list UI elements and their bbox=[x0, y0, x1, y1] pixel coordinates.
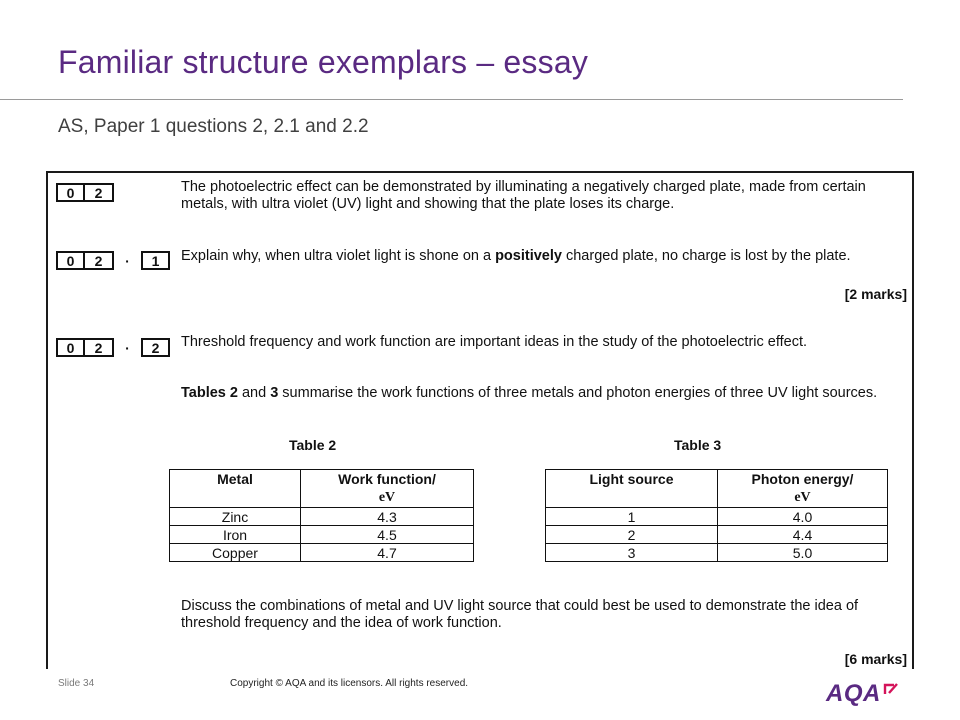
question-separator: · bbox=[125, 339, 130, 356]
table-header-cell: Light source bbox=[546, 470, 718, 508]
slide-number: Slide 34 bbox=[58, 678, 95, 689]
slide-title: Familiar structure exemplars – essay bbox=[58, 44, 589, 80]
table-3-caption: Table 3 bbox=[674, 437, 722, 453]
table-row bbox=[546, 508, 888, 526]
question-text-emphasis: Tables 2 bbox=[181, 385, 238, 401]
column-unit: eV bbox=[378, 490, 396, 505]
question-digit: 2 bbox=[85, 338, 114, 357]
table-cell: Zinc bbox=[170, 508, 301, 526]
table-header-cell bbox=[301, 470, 474, 508]
table-row bbox=[170, 508, 474, 526]
table-2-caption: Table 2 bbox=[289, 437, 337, 453]
table-cell: Copper bbox=[170, 544, 301, 562]
title-divider bbox=[0, 99, 903, 100]
question-number-02-2 bbox=[56, 338, 170, 357]
slide-subtitle: AS, Paper 1 questions 2, 2.1 and 2.2 bbox=[58, 116, 369, 137]
aqa-logo bbox=[826, 680, 899, 708]
question-number-02-1 bbox=[56, 251, 170, 270]
question-number-02 bbox=[56, 183, 114, 202]
question-02-1-text bbox=[181, 248, 911, 265]
table-cell: 4.7 bbox=[301, 544, 474, 562]
column-unit: eV bbox=[794, 490, 811, 505]
column-label: Work function/ bbox=[338, 471, 436, 487]
table-cell: 3 bbox=[546, 544, 718, 562]
question-text-part: charged plate, no charge is lost by the plate. bbox=[561, 248, 851, 264]
copyright-notice: Copyright © AQA and its licensors. All rights reserved. bbox=[230, 678, 469, 689]
table-header-row bbox=[546, 470, 888, 508]
question-part: 1 bbox=[141, 251, 170, 270]
question-digit: 0 bbox=[56, 338, 85, 357]
table-cell: 4.0 bbox=[718, 508, 888, 526]
table-cell: 5.0 bbox=[718, 544, 888, 562]
question-digit: 2 bbox=[85, 183, 114, 202]
exam-paper-excerpt bbox=[46, 171, 914, 669]
question-02-2-task: Discuss the combinations of metal and UV light source that could best be used to demonstrate the idea of threshold frequency and the idea of work function. bbox=[181, 598, 859, 631]
table-2 bbox=[169, 469, 474, 562]
column-label: Photon energy/ bbox=[751, 471, 854, 487]
table-cell: 4.5 bbox=[301, 526, 474, 544]
table-cell: Iron bbox=[170, 526, 301, 544]
table-cell: 4.3 bbox=[301, 508, 474, 526]
question-separator: · bbox=[125, 252, 130, 269]
question-02-2-intro: Threshold frequency and work function are important ideas in the study of the photoelectric effect. bbox=[181, 334, 808, 350]
question-02-2-tables-text bbox=[181, 385, 911, 402]
table-row bbox=[546, 526, 888, 544]
table-row bbox=[546, 544, 888, 562]
table-header-row bbox=[170, 470, 474, 508]
marks-label-q22: [6 marks] bbox=[844, 651, 907, 667]
table-3 bbox=[545, 469, 888, 562]
table-cell: 1 bbox=[546, 508, 718, 526]
question-digit: 0 bbox=[56, 183, 85, 202]
question-text-part: and bbox=[237, 385, 271, 401]
question-part: 2 bbox=[141, 338, 170, 357]
logo-text: AQA bbox=[826, 680, 881, 707]
question-text-emphasis: positively bbox=[495, 248, 562, 264]
table-row bbox=[170, 544, 474, 562]
question-text-emphasis: 3 bbox=[270, 385, 279, 401]
question-text-part: Explain why, when ultra violet light is shone on a bbox=[181, 248, 496, 264]
table-header-cell bbox=[718, 470, 888, 508]
table-cell: 2 bbox=[546, 526, 718, 544]
marks-label-q21: [2 marks] bbox=[844, 286, 907, 302]
question-text-part: summarise the work functions of three metals and photon energies of three UV light sources. bbox=[278, 385, 878, 401]
table-header-cell: Metal bbox=[170, 470, 301, 508]
logo-mark-icon bbox=[883, 682, 899, 696]
question-02-text: The photoelectric effect can be demonstrated by illuminating a negatively charged plate, made from certain metals, with ultra violet (UV) light and showing that the plate loses its charge. bbox=[181, 179, 866, 212]
table-cell: 4.4 bbox=[718, 526, 888, 544]
question-digit: 0 bbox=[56, 251, 85, 270]
question-digit: 2 bbox=[85, 251, 114, 270]
table-row bbox=[170, 526, 474, 544]
